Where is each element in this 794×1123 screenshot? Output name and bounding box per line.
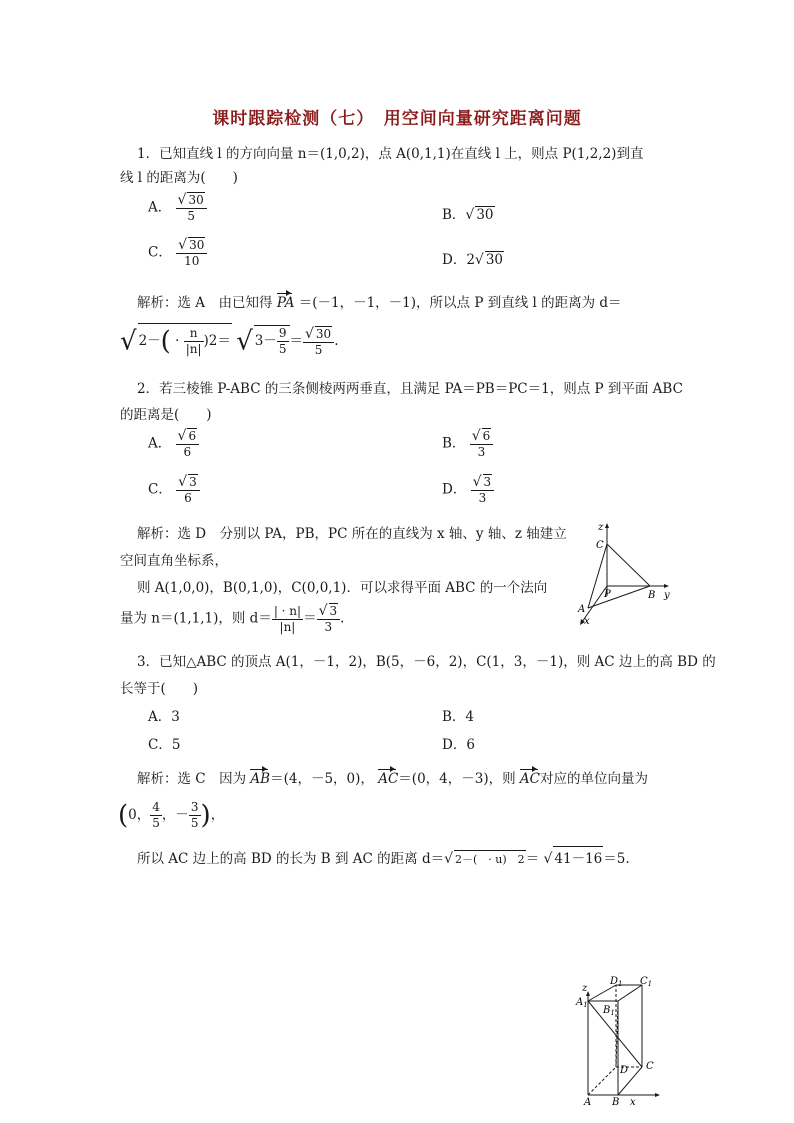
fig1-a-label: A: [578, 604, 586, 615]
numerator: 3: [190, 800, 199, 814]
fig2-x-label: x: [630, 1097, 636, 1107]
solution-text: ＝(0，4，－3)，则: [398, 771, 516, 787]
fig1-c-label: C: [596, 540, 604, 551]
q3-solution-line2: (0， $\frac{4}{5}$ ，－ $\frac{3}{5}$ )，: [118, 800, 225, 831]
fig2-b-label: B: [612, 1097, 620, 1107]
page-title: 课时跟踪检测（七） 用空间向量研究距离问题: [212, 109, 582, 129]
fig2-a-label: A: [584, 1097, 592, 1107]
fig2-c1-label: [640, 976, 652, 988]
denominator: 3: [478, 491, 487, 505]
q1-option-d: D．2√ 30: [442, 252, 504, 268]
radicand: 30: [476, 207, 494, 223]
label-c1-text: C: [640, 976, 648, 987]
denominator: 5: [314, 342, 323, 357]
q1-stem-line1: 1．已知直线 l 的方向向量 n＝(1,0,2)，点 A(0,1,1)在直线 l 上，则点 P(1,2,2)到直: [137, 146, 644, 162]
fig2-d-label: D: [620, 1065, 629, 1076]
prism-figure: [570, 975, 670, 1107]
option-label: C．: [148, 244, 172, 261]
option-label: B．: [442, 435, 466, 452]
q1-option-b: B．√ 30: [442, 207, 494, 223]
option-label: A．: [148, 435, 172, 452]
option-label: A．: [148, 199, 172, 216]
q3-option-b: B．4: [442, 709, 475, 725]
denominator: 5: [187, 209, 195, 223]
q1-option-c: C． $\frac{√ 30}{10}$: [148, 237, 207, 269]
vector-ac: AC: [519, 771, 540, 787]
option-label: D．2: [442, 252, 475, 268]
denominator: |n|: [279, 619, 296, 634]
vector-ac: AC: [378, 771, 399, 787]
fig1-y-label: y: [664, 590, 670, 601]
q2-stem-line1: 2．若三棱锥 P-ABC 的三条侧棱两两垂直，且满足 PA＝PB＝PC＝1，则点 P 到平面 ABC: [137, 381, 683, 397]
radicand: 3: [189, 475, 197, 489]
solution-text: ，－: [161, 807, 189, 823]
subscript: 1: [618, 980, 623, 988]
q3-option-a: A．3: [148, 709, 180, 725]
q1-solution-line2: √ 2－( · $\frac{n}{|n|}$ )2＝ √ 3－ $\frac{9}{5}$ ＝ $\frac{√ 30}{5}$ .: [120, 323, 339, 358]
radicand: 3: [329, 604, 338, 618]
q2-stem-line2: 的距离是( ): [120, 407, 212, 423]
denominator: |n|: [185, 342, 202, 356]
subscript: 1: [610, 1009, 615, 1017]
denominator: 6: [184, 491, 192, 505]
numerator: 9: [278, 326, 287, 340]
q3-stem-line2: 长等于( ): [120, 681, 199, 697]
solution-text: ＝: [303, 610, 317, 627]
subscript: 1: [583, 1001, 588, 1009]
solution-text: 解析：选 C 因为: [137, 771, 247, 787]
solution-text: ＝5.: [603, 851, 630, 867]
label-b1-text: B: [603, 1005, 611, 1016]
q3-stem-line1: 3．已知△ABC 的顶点 A(1，－1，2)，B(5，－6，2)，C(1，3，－1)，则 AC 边上的高 BD 的: [137, 654, 716, 670]
tetrahedron-figure: [570, 518, 680, 630]
radicand: 2－( · u) 2: [454, 850, 526, 867]
denominator: 3: [324, 620, 333, 634]
denominator: 5: [152, 816, 160, 830]
solution-text: ＝(4，－5，0)，: [270, 771, 374, 787]
fig1-p-label: P: [604, 589, 611, 600]
q1-stem-line2: 线 l 的距离为( ): [120, 170, 238, 186]
denominator: 5: [190, 816, 199, 830]
fig1-z-label: z: [598, 522, 604, 533]
numerator: n: [184, 326, 204, 342]
solution-text: 0，: [128, 807, 151, 823]
q3-solution-line1: [137, 767, 648, 787]
subscript: 1: [647, 980, 653, 988]
radicand: 30: [315, 326, 332, 341]
denominator: 6: [183, 445, 192, 459]
radicand: 30: [188, 193, 204, 207]
fig2-a1-label: [575, 997, 588, 1009]
denominator: 3: [477, 445, 486, 459]
fig2-z-label: z: [582, 983, 588, 994]
vector-pa: PA: [276, 295, 295, 311]
solution-text: .: [340, 610, 345, 627]
fig2-b1-label: [602, 1005, 615, 1017]
radicand: 6: [482, 429, 491, 443]
solution-text: 所以 AC 边上的高 BD 的长为 B 到 AC 的距离 d＝: [137, 851, 445, 867]
label-a1-text: A: [576, 997, 584, 1008]
numerator: | · n|: [273, 603, 302, 618]
denominator: 5: [278, 342, 287, 356]
fig2-d1-label: [609, 976, 623, 988]
solution-text: 2－: [138, 333, 161, 349]
solution-text: ，: [210, 807, 225, 823]
option-label: B．: [442, 207, 466, 223]
solution-text: 量为 n＝(1,1,1)，则 d＝: [120, 610, 272, 627]
q2-solution-line1: 解析：选 D 分别以 PA，PB，PC 所在的直线为 x 轴、y 轴、z 轴建立: [137, 526, 567, 542]
solution-text: 解析：选 A 由已知得: [137, 295, 273, 311]
solution-text: 3－: [254, 333, 277, 349]
q2-solution-line3: 则 A(1,0,0)，B(0,1,0)，C(0,0,1)．可以求得平面 ABC 的一个法向: [137, 580, 548, 596]
fig1-b-label: B: [648, 590, 656, 601]
vector-ab: AB: [250, 771, 271, 787]
solution-text: ＝: [525, 851, 540, 867]
denominator: 10: [184, 254, 200, 268]
fig1-x-label: x: [584, 616, 590, 627]
solution-text: ＝(－1，－1，－1)，所以点 P 到直线 l 的距离为 d＝: [298, 295, 622, 311]
solution-text: .: [334, 333, 339, 349]
option-label: D．: [442, 481, 467, 498]
q2-option-a: A． $\frac{√ 6}{6}$: [148, 428, 199, 460]
q2-solution-line4: 量为 n＝(1,1,1)，则 d＝ $\frac{| \cdot n|}{|n|}$ ＝ $\frac{√ 3}{3}$ .: [120, 603, 345, 634]
solution-text: )2＝: [203, 333, 231, 349]
q2-option-d: D． $\frac{√ 3}{3}$: [442, 474, 494, 506]
q3-option-c: C．5: [148, 737, 181, 753]
numerator: 4: [152, 800, 160, 814]
radicand: 30: [485, 252, 504, 268]
q3-option-d: D．6: [442, 737, 475, 753]
q1-solution-line1: [137, 291, 622, 311]
fig2-c-label: C: [646, 1061, 654, 1072]
solution-text: 对应的单位向量为: [540, 771, 648, 787]
q2-option-b: B． $\frac{√ 6}{3}$: [442, 428, 493, 460]
q2-solution-line2: 空间直角坐标系，: [120, 553, 228, 569]
radicand: 30: [189, 238, 205, 252]
radicand: 3: [483, 475, 492, 489]
solution-text: ＝: [289, 333, 303, 349]
q1-option-a: A． $\frac{√ 30}{5}$: [148, 192, 207, 224]
radicand: 6: [188, 429, 197, 443]
label-d1-text: D: [610, 976, 619, 987]
option-label: C．: [148, 481, 172, 498]
q2-option-c: C． $\frac{√ 3}{6}$: [148, 474, 200, 506]
radicand: 41－16: [553, 846, 603, 867]
q3-solution-line3: 所以 AC 边上的高 BD 的长为 B 到 AC 的距离 d＝√ 2－( · u) 2＝ √ 41－16＝5.: [137, 846, 630, 867]
